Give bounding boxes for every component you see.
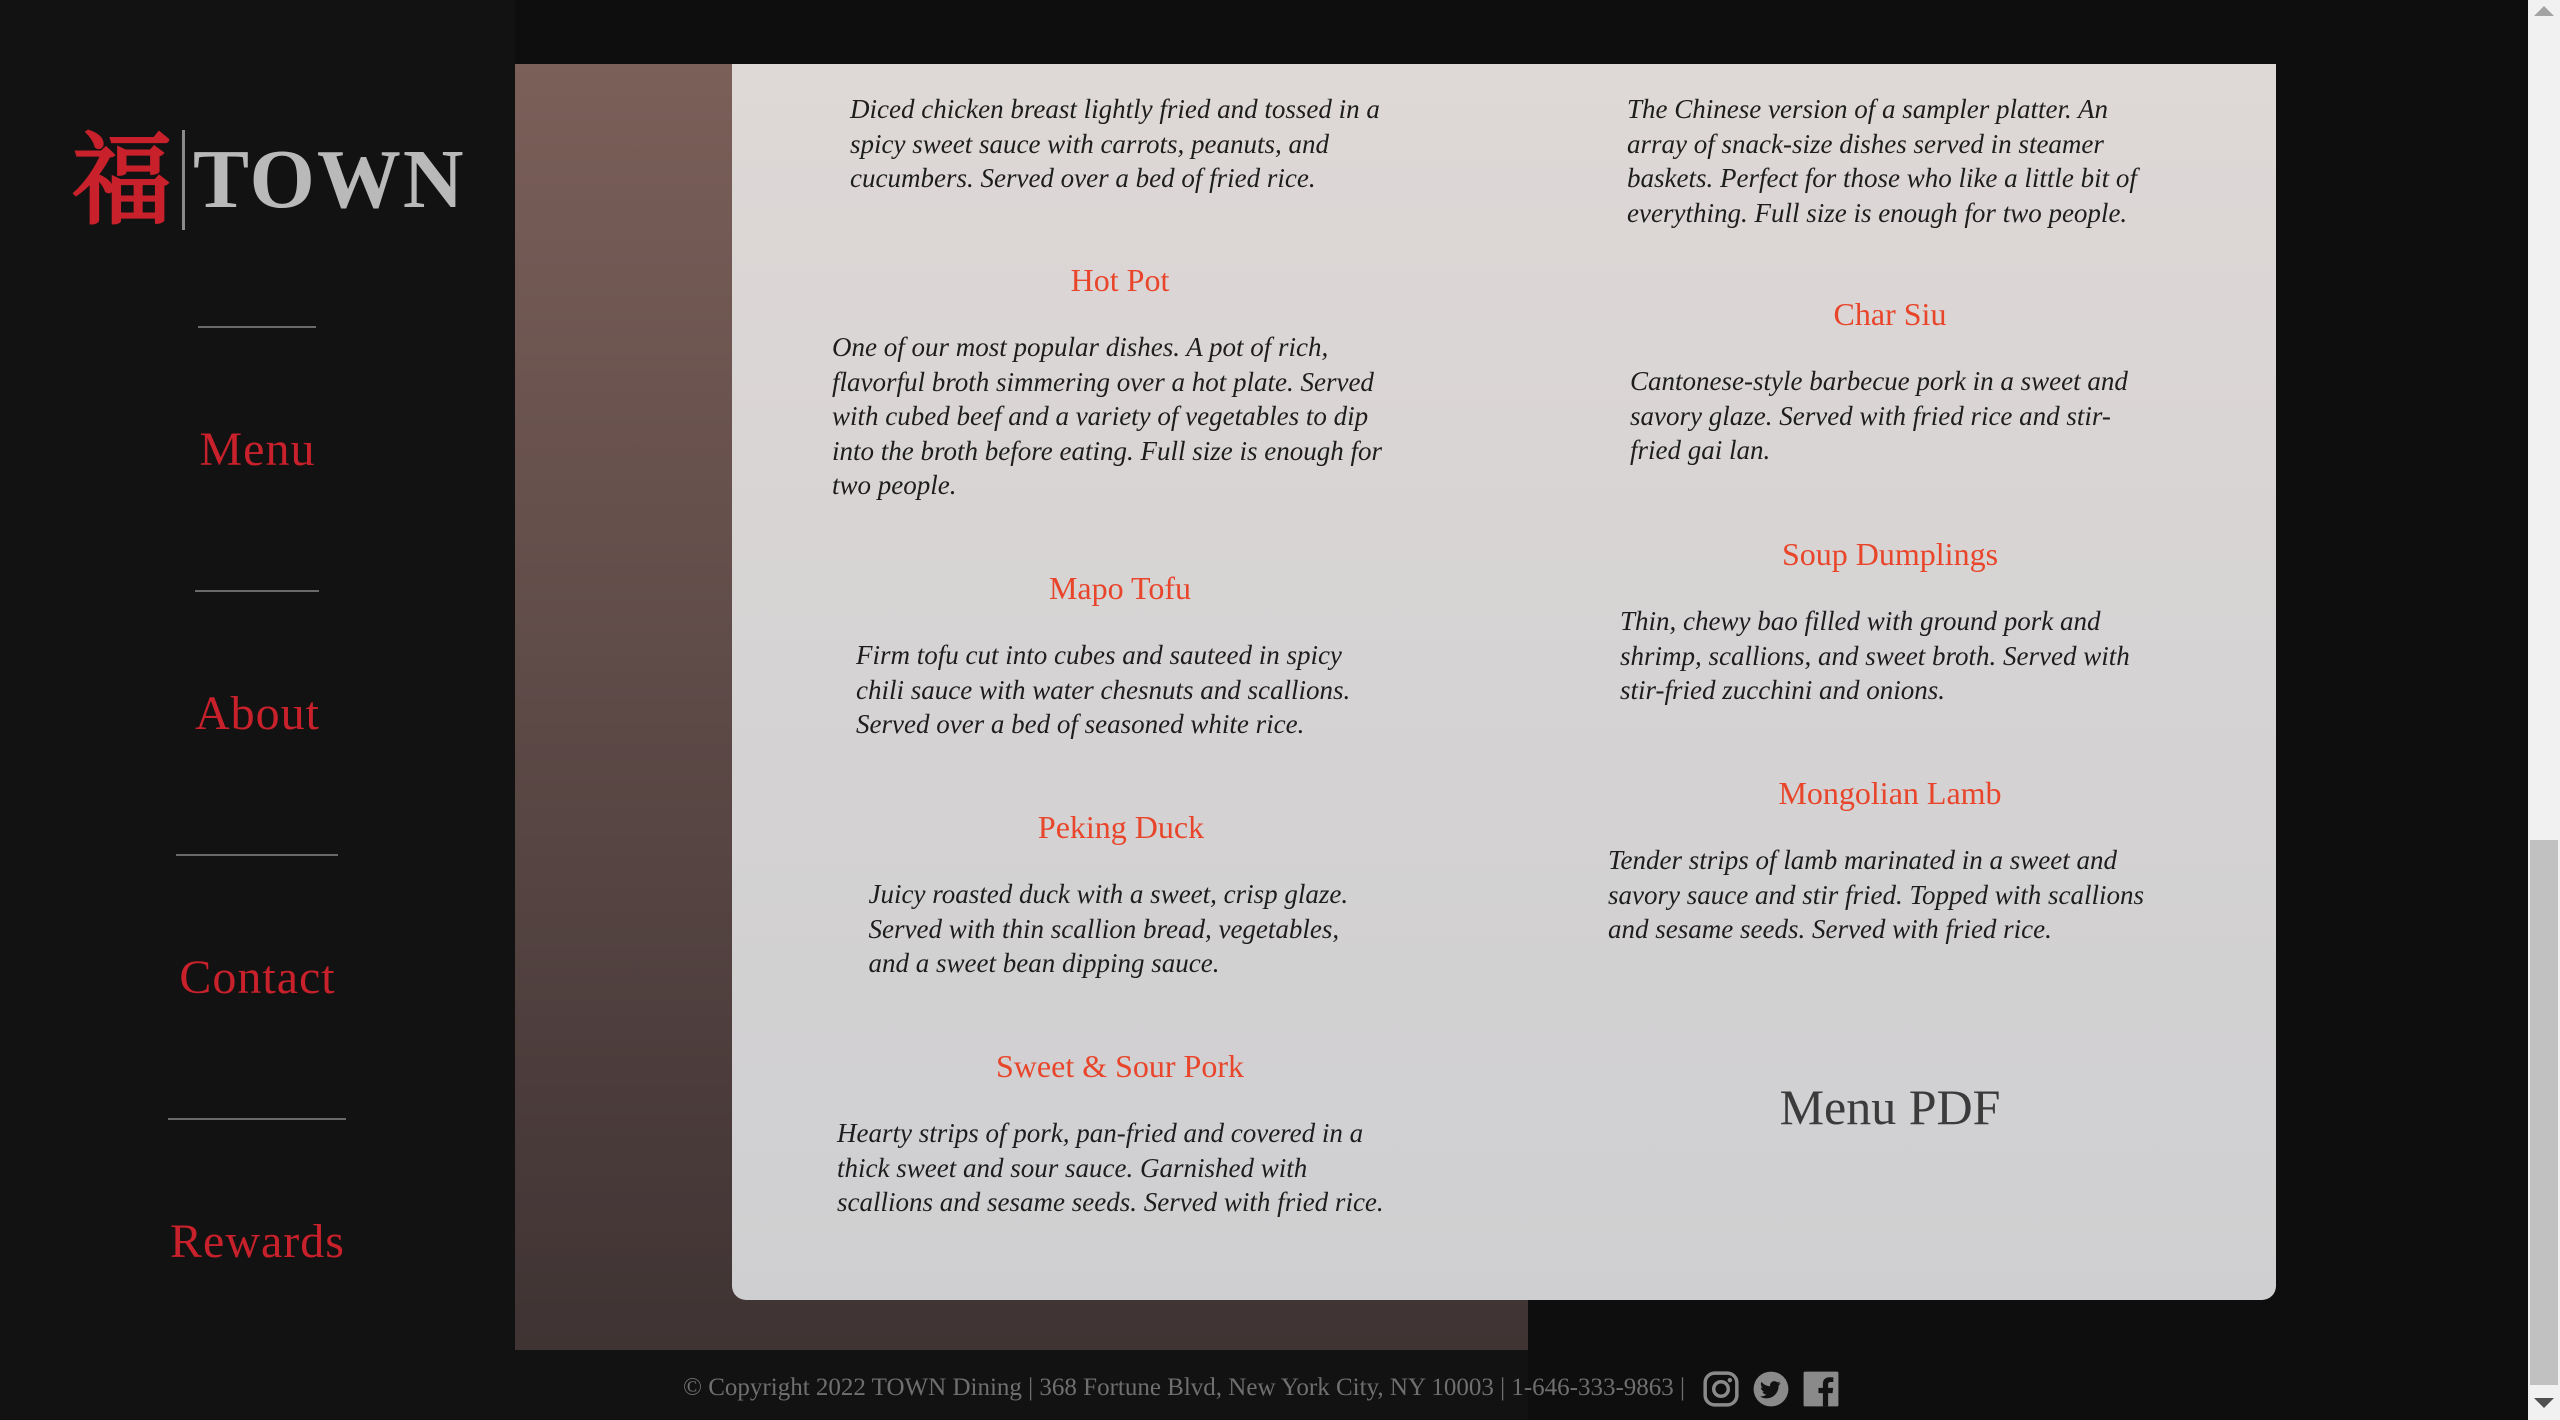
scroll-down-arrow[interactable] xyxy=(2534,1398,2554,1408)
dish-title: Sweet & Sour Pork xyxy=(996,1048,1244,1084)
menu-item xyxy=(1608,773,2172,947)
nav-item-about[interactable]: About xyxy=(195,687,320,740)
nav-divider xyxy=(176,854,338,856)
dish-title: Mongolian Lamb xyxy=(1778,775,2002,811)
dish-description: One of our most popular dishes. A pot of rich, flavorful broth simmering over a hot plate. Served with cubed beef and a variety of vegetables to dip into the broth before eating. Full size is enough for two people. xyxy=(832,332,1382,500)
nav-item-menu[interactable]: Menu xyxy=(199,423,316,476)
instagram-icon[interactable] xyxy=(1702,1370,1740,1408)
footer-copyright: © Copyright 2022 TOWN Dining | 368 Fortune Blvd, New York City, NY 10003 | 1-646-333-9863 | xyxy=(683,1374,1686,1401)
logo-wordmark: TOWN xyxy=(193,133,466,226)
logo-character: 福 xyxy=(72,121,172,239)
dish-title: Hot Pot xyxy=(1070,262,1170,298)
nav-divider xyxy=(198,326,316,328)
dish-title: Mapo Tofu xyxy=(1048,570,1192,606)
dish-title: Char Siu xyxy=(1833,296,1947,332)
facebook-icon[interactable] xyxy=(1802,1370,1840,1408)
menu-item xyxy=(835,1046,1405,1220)
logo-divider xyxy=(182,130,185,230)
dish-description: The Chinese version of a sampler platter. An array of snack-size dishes served in steamer baskets. Perfect for those who like a little bit of everything. Full size is enough for two people. xyxy=(1627,94,2137,228)
menu-item xyxy=(1630,294,2150,468)
scroll-up-arrow[interactable] xyxy=(2534,6,2554,16)
dish-description: Cantonese-style barbecue pork in a sweet and savory glaze. Served with fried rice and stir-fried gai lan. xyxy=(1630,366,2128,465)
nav-divider xyxy=(168,1118,346,1120)
dish-description: Thin, chewy bao filled with ground pork and shrimp, scallions, and sweet broth. Served with stir-fried zucchini and onions. xyxy=(1620,606,2130,705)
brand-logo[interactable] xyxy=(72,121,466,239)
menu-item xyxy=(855,568,1385,742)
menu-item xyxy=(830,260,1410,503)
dish-description: Firm tofu cut into cubes and sauteed in spicy chili sauce with water chesnuts and scallions. Served over a bed of seasoned white rice. xyxy=(856,640,1351,739)
menu-item xyxy=(1626,92,2156,230)
nav-divider xyxy=(195,590,319,592)
menu-item xyxy=(1620,534,2160,708)
dish-title: Peking Duck xyxy=(1037,809,1205,845)
menu-item xyxy=(866,807,1376,981)
dish-description: Diced chicken breast lightly fried and tossed in a spicy sweet sauce with carrots, peanuts, and cucumbers. Served over a bed of fried rice. xyxy=(850,94,1380,193)
scrollbar-thumb[interactable] xyxy=(2530,840,2558,1385)
dish-title: Soup Dumplings xyxy=(1781,536,1999,572)
nav-item-contact[interactable]: Contact xyxy=(179,951,336,1004)
twitter-icon[interactable] xyxy=(1752,1370,1790,1408)
nav-item-rewards[interactable]: Rewards xyxy=(170,1215,345,1268)
menu-item xyxy=(850,92,1390,196)
dish-description: Tender strips of lamb marinated in a sweet and savory sauce and stir fried. Topped with scallions and sesame seeds. Served with fried rice. xyxy=(1608,845,2145,944)
menu-pdf-link[interactable]: Menu PDF xyxy=(1779,1079,2001,1135)
sidebar xyxy=(0,0,515,1420)
dish-description: Hearty strips of pork, pan-fried and covered in a thick sweet and sour sauce. Garnished with scallions and sesame seeds. Served with fried rice. xyxy=(837,1118,1384,1217)
dish-description: Juicy roasted duck with a sweet, crisp glaze. Served with thin scallion bread, vegetables, and a sweet bean dipping sauce. xyxy=(868,879,1349,978)
